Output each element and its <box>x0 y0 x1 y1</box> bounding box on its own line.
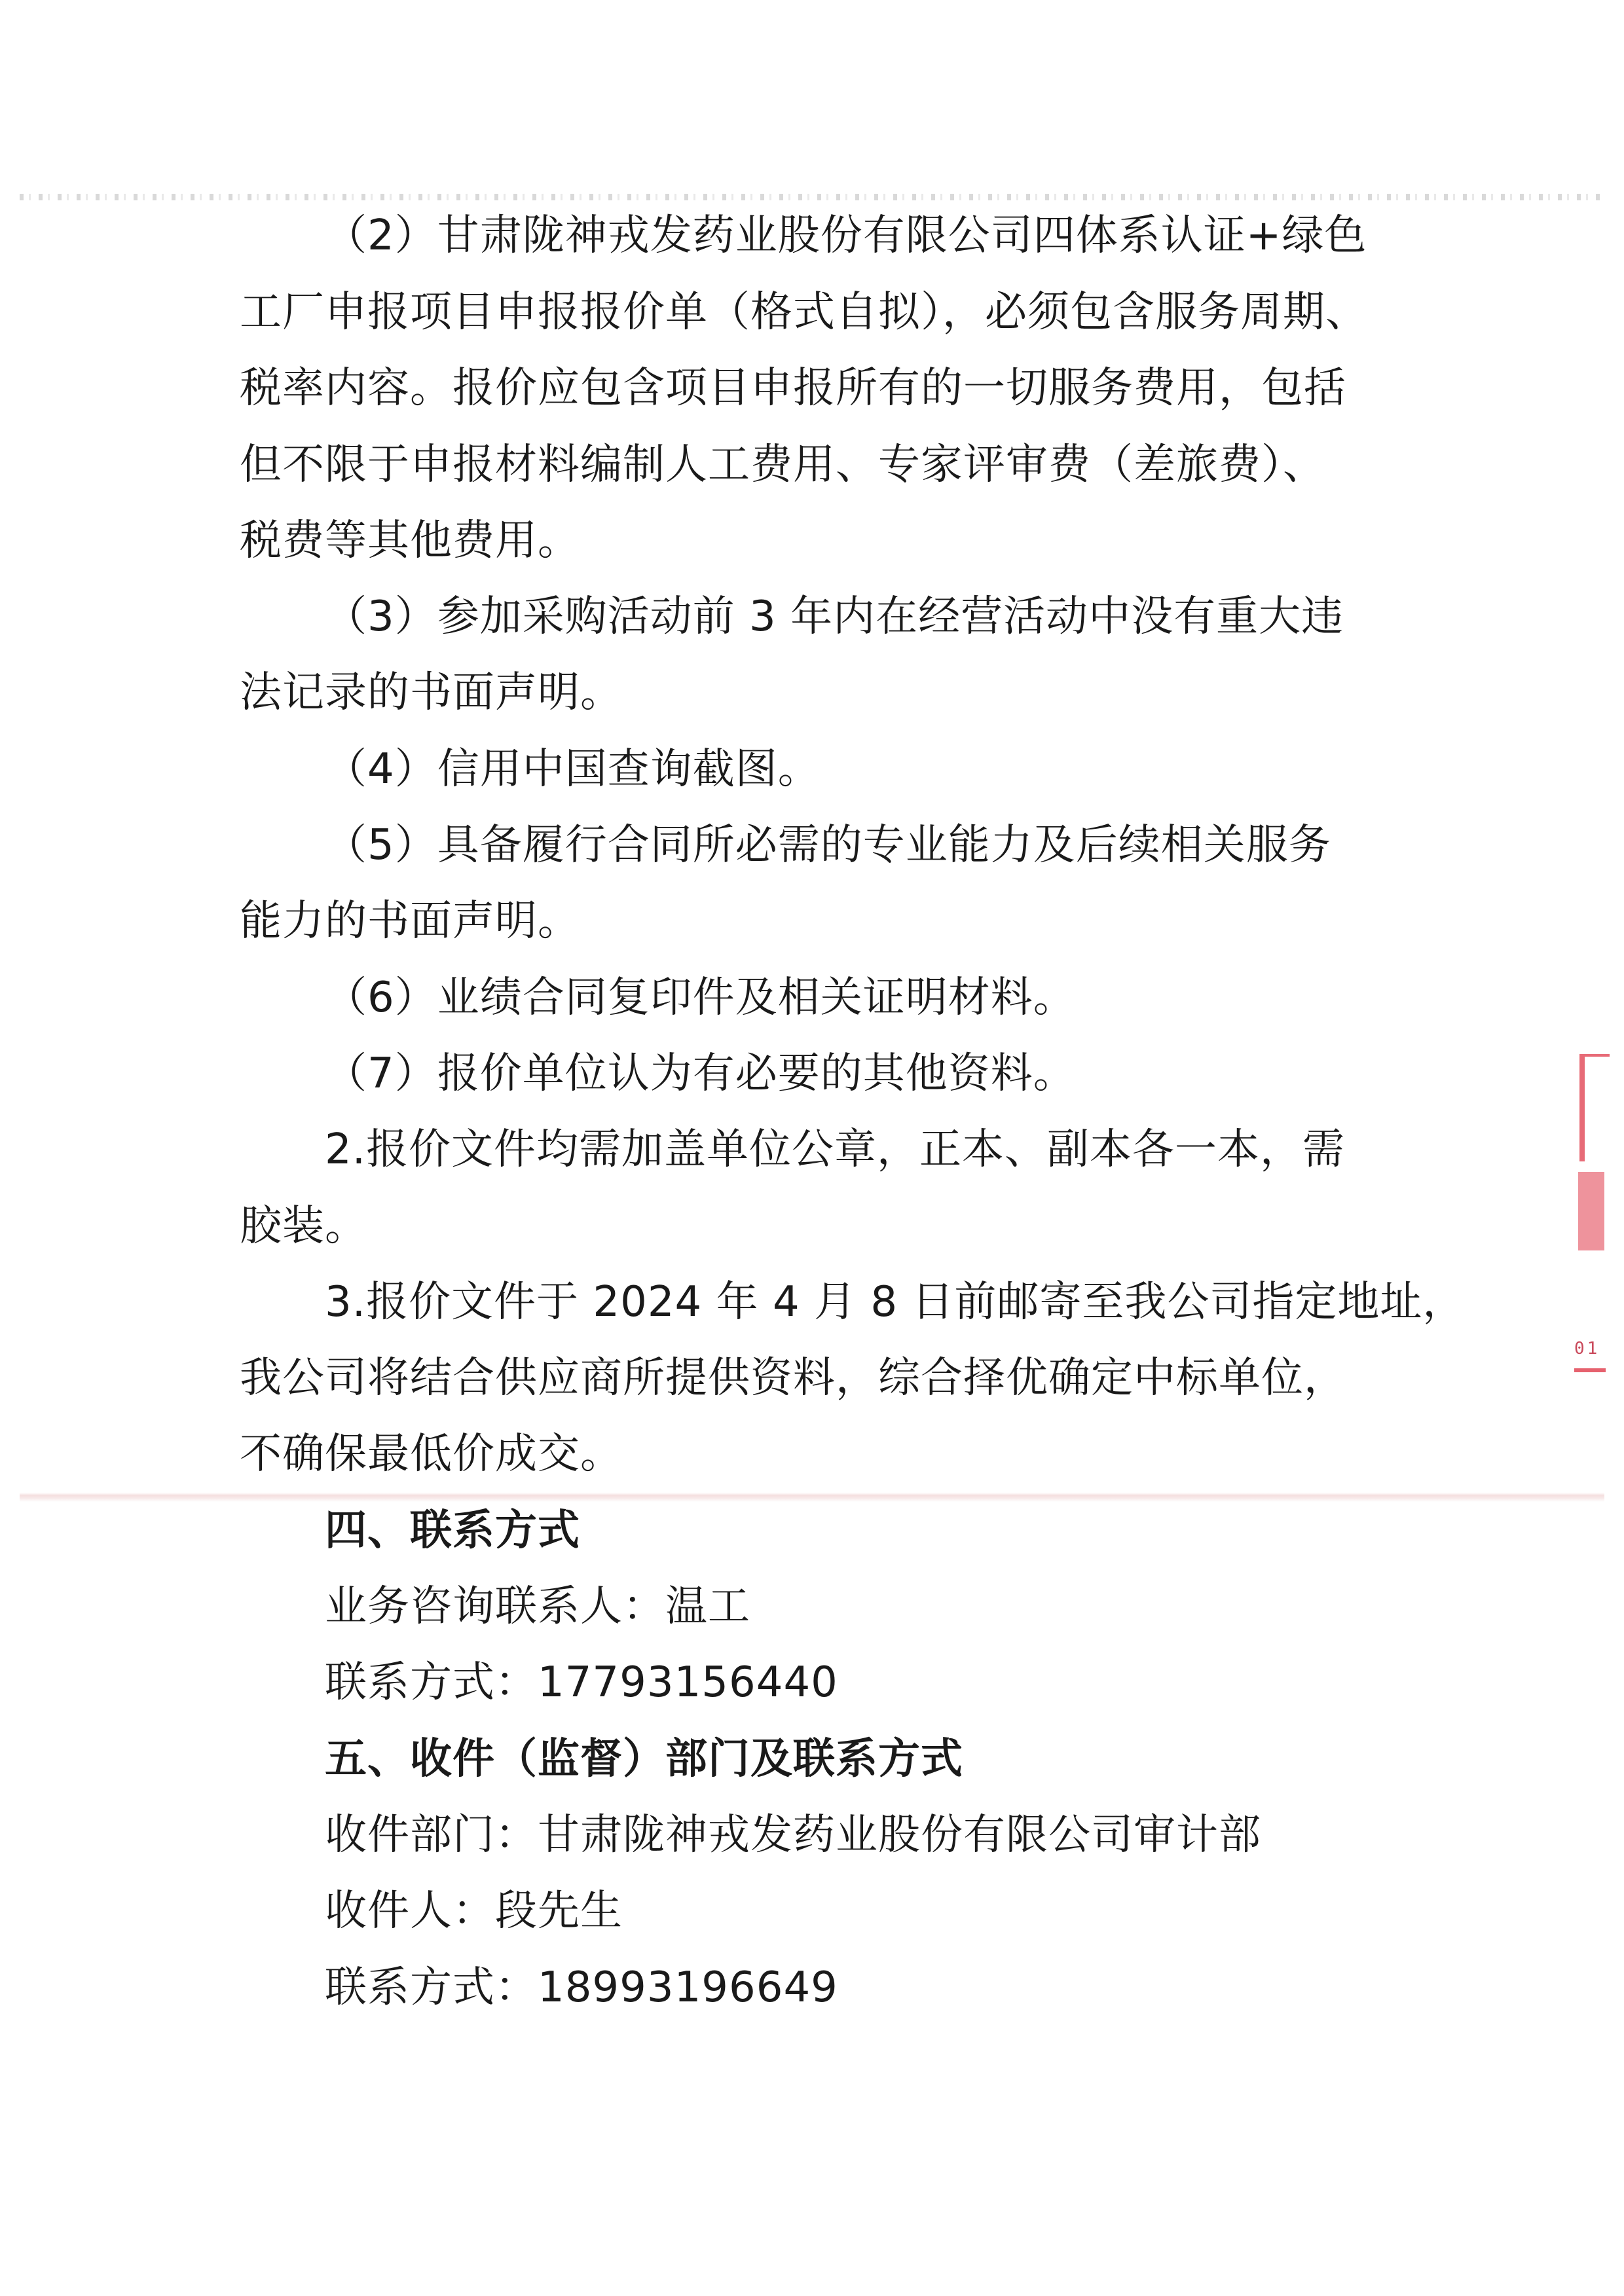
body-line: 2.报价文件均需加盖单位公章，正本、副本各一本，需 <box>325 1125 1346 1174</box>
body-line: （6）业绩合同复印件及相关证明材料。 <box>325 974 1076 1022</box>
body-line: 能力的书面声明。 <box>240 897 580 945</box>
body-line: 税费等其他费用。 <box>240 517 580 565</box>
body-line: 胶装。 <box>240 1202 367 1250</box>
body-line: 法记录的书面声明。 <box>240 668 623 717</box>
contact-phone-line: 联系方式：17793156440 <box>325 1658 838 1707</box>
contact-heading: 四、联系方式 <box>325 1506 580 1555</box>
seal-fragment-top <box>1579 1054 1610 1161</box>
receive-person-line: 收件人：段先生 <box>325 1887 623 1935</box>
receive-phone-line: 联系方式：18993196649 <box>325 1963 838 2012</box>
seal-fragment-text: 01 <box>1574 1339 1600 1358</box>
body-line: 我公司将结合供应商所提供资料，综合择优确定中标单位， <box>240 1354 1346 1402</box>
body-line: 但不限于申报材料编制人工费用、专家评审费（差旅费）、 <box>240 441 1325 489</box>
body-line: （7）报价单位认为有必要的其他资料。 <box>325 1049 1076 1098</box>
body-line: （4）信用中国查询截图。 <box>325 745 821 793</box>
body-line: 3.报价文件于 2024 年 4 月 8 日前邮寄至我公司指定地址， <box>325 1278 1466 1326</box>
body-line: （5）具备履行合同所必需的专业能力及后续相关服务 <box>325 821 1331 869</box>
scan-artifact-top <box>20 194 1604 200</box>
body-line: （3）参加采购活动前 3 年内在经营活动中没有重大违 <box>325 592 1344 641</box>
body-line: 不确保最低价成交。 <box>240 1430 623 1478</box>
body-line: （2）甘肃陇神戎发药业股份有限公司四体系认证+绿色 <box>325 211 1367 260</box>
consult-contact-line: 业务咨询联系人：温工 <box>325 1582 750 1631</box>
scan-artifact-middle <box>20 1493 1604 1502</box>
seal-fragment-middle <box>1578 1172 1604 1250</box>
receive-dept-line: 收件部门：甘肃陇神戎发药业股份有限公司审计部 <box>325 1811 1261 1859</box>
body-line: 税率内容。报价应包含项目申报所有的一切服务费用，包括 <box>240 364 1346 412</box>
seal-fragment-dash <box>1574 1368 1606 1372</box>
receive-heading: 五、收件（监督）部门及联系方式 <box>325 1735 963 1783</box>
body-line: 工厂申报项目申报报价单（格式自拟），必须包含服务周期、 <box>240 288 1368 337</box>
